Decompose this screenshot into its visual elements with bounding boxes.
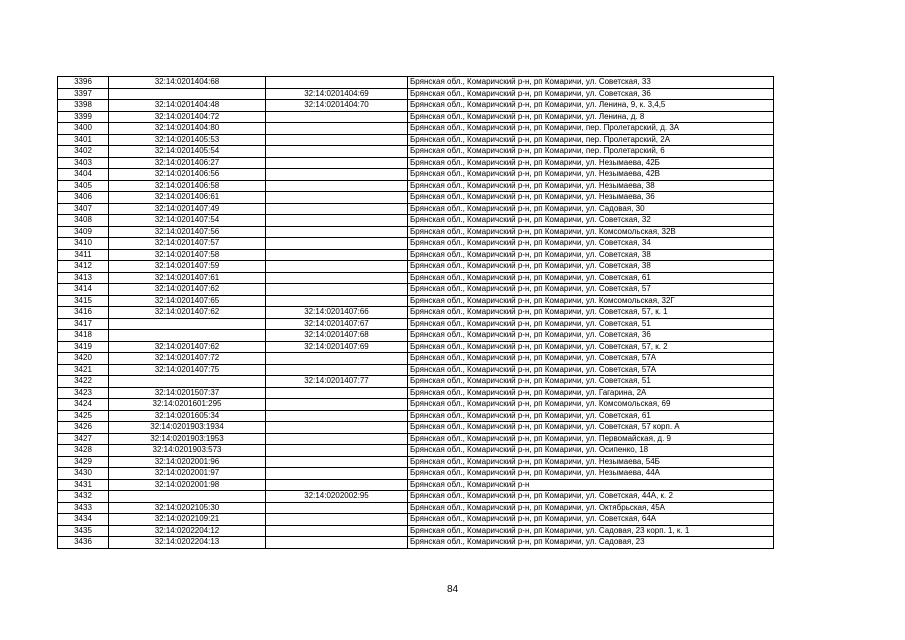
building-cadastral-number-cell xyxy=(266,353,408,365)
row-number-cell: 3396 xyxy=(58,77,109,89)
building-cadastral-number-cell xyxy=(266,514,408,526)
land-cadastral-number-cell: 32:14:0201507:37 xyxy=(109,387,266,399)
row-number-cell: 3422 xyxy=(58,376,109,388)
registry-table-body xyxy=(58,77,774,549)
land-cadastral-number-cell xyxy=(109,88,266,100)
building-cadastral-number-cell xyxy=(266,238,408,250)
address-cell: Брянская обл., Комаричский р-н, рп Комаричи, ул. Советская, 64А xyxy=(408,514,774,526)
row-number-cell: 3431 xyxy=(58,479,109,491)
building-cadastral-number-cell xyxy=(266,399,408,411)
row-number-cell: 3413 xyxy=(58,272,109,284)
address-cell: Брянская обл., Комаричский р-н, рп Комаричи, пер. Пролетарский, 6 xyxy=(408,146,774,158)
row-number-cell: 3400 xyxy=(58,123,109,135)
address-cell: Брянская обл., Комаричский р-н, рп Комаричи, ул. Садовая, 23 корп. 1, к. 1 xyxy=(408,525,774,537)
row-number-cell: 3432 xyxy=(58,491,109,503)
row-number-cell: 3434 xyxy=(58,514,109,526)
address-cell: Брянская обл., Комаричский р-н, рп Комаричи, ул. Советская, 57, к. 2 xyxy=(408,341,774,353)
row-number-cell: 3409 xyxy=(58,226,109,238)
land-cadastral-number-cell: 32:14:0201404:80 xyxy=(109,123,266,135)
building-cadastral-number-cell: 32:14:0201407:67 xyxy=(266,318,408,330)
table-row xyxy=(58,525,774,537)
table-row xyxy=(58,502,774,514)
building-cadastral-number-cell xyxy=(266,111,408,123)
row-number-cell: 3429 xyxy=(58,456,109,468)
building-cadastral-number-cell xyxy=(266,468,408,480)
land-cadastral-number-cell: 32:14:0201407:59 xyxy=(109,261,266,273)
address-cell: Брянская обл., Комаричский р-н, рп Комаричи, ул. Советская, 34 xyxy=(408,238,774,250)
table-row xyxy=(58,479,774,491)
building-cadastral-number-cell xyxy=(266,192,408,204)
address-cell: Брянская обл., Комаричский р-н, рп Комаричи, ул. Советская, 57 корп. А xyxy=(408,422,774,434)
table-row xyxy=(58,468,774,480)
land-cadastral-number-cell: 32:14:0201407:62 xyxy=(109,284,266,296)
address-cell: Брянская обл., Комаричский р-н, рп Комаричи, ул. Незымаева, 36 xyxy=(408,192,774,204)
table-row xyxy=(58,88,774,100)
land-cadastral-number-cell xyxy=(109,318,266,330)
address-cell: Брянская обл., Комаричский р-н, рп Комаричи, ул. Советская, 33 xyxy=(408,77,774,89)
table-row xyxy=(58,537,774,549)
address-cell: Брянская обл., Комаричский р-н, рп Комаричи, ул. Гагарина, 2А xyxy=(408,387,774,399)
table-row xyxy=(58,399,774,411)
address-cell: Брянская обл., Комаричский р-н, рп Комаричи, ул. Советская, 36 xyxy=(408,330,774,342)
building-cadastral-number-cell xyxy=(266,157,408,169)
land-cadastral-number-cell: 32:14:0202204:13 xyxy=(109,537,266,549)
address-cell: Брянская обл., Комаричский р-н, рп Комаричи, ул. Советская, 51 xyxy=(408,376,774,388)
table-row xyxy=(58,100,774,112)
building-cadastral-number-cell xyxy=(266,387,408,399)
building-cadastral-number-cell xyxy=(266,410,408,422)
address-cell: Брянская обл., Комаричский р-н, рп Комаричи, ул. Комсомольская, 32Г xyxy=(408,295,774,307)
table-row xyxy=(58,422,774,434)
building-cadastral-number-cell xyxy=(266,525,408,537)
land-cadastral-number-cell: 32:14:0201407:62 xyxy=(109,341,266,353)
address-cell: Брянская обл., Комаричский р-н, рп Комаричи, ул. Советская, 57А xyxy=(408,364,774,376)
building-cadastral-number-cell xyxy=(266,226,408,238)
row-number-cell: 3408 xyxy=(58,215,109,227)
row-number-cell: 3419 xyxy=(58,341,109,353)
building-cadastral-number-cell xyxy=(266,284,408,296)
address-cell: Брянская обл., Комаричский р-н, рп Комаричи, ул. Советская, 38 xyxy=(408,261,774,273)
address-cell: Брянская обл., Комаричский р-н, рп Комаричи, ул. Ленина, 9, к. 3,4,5 xyxy=(408,100,774,112)
address-cell: Брянская обл., Комаричский р-н, рп Комаричи, ул. Советская, 61 xyxy=(408,410,774,422)
land-cadastral-number-cell: 32:14:0201407:62 xyxy=(109,307,266,319)
land-cadastral-number-cell: 32:14:0201407:65 xyxy=(109,295,266,307)
row-number-cell: 3414 xyxy=(58,284,109,296)
table-row xyxy=(58,134,774,146)
land-cadastral-number-cell: 32:14:0202204:12 xyxy=(109,525,266,537)
address-cell: Брянская обл., Комаричский р-н, рп Комаричи, ул. Комсомольская, 32В xyxy=(408,226,774,238)
row-number-cell: 3418 xyxy=(58,330,109,342)
address-cell: Брянская обл., Комаричский р-н, рп Комаричи, ул. Садовая, 23 xyxy=(408,537,774,549)
table-row xyxy=(58,284,774,296)
table-row xyxy=(58,330,774,342)
building-cadastral-number-cell xyxy=(266,123,408,135)
land-cadastral-number-cell xyxy=(109,376,266,388)
address-cell: Брянская обл., Комаричский р-н, рп Комаричи, ул. Садовая, 30 xyxy=(408,203,774,215)
land-cadastral-number-cell: 32:14:0201405:53 xyxy=(109,134,266,146)
table-row xyxy=(58,180,774,192)
building-cadastral-number-cell: 32:14:0201404:69 xyxy=(266,88,408,100)
table-row xyxy=(58,491,774,503)
land-cadastral-number-cell: 32:14:0201406:61 xyxy=(109,192,266,204)
table-row xyxy=(58,238,774,250)
table-row xyxy=(58,353,774,365)
row-number-cell: 3420 xyxy=(58,353,109,365)
row-number-cell: 3406 xyxy=(58,192,109,204)
land-cadastral-number-cell: 32:14:0202001:96 xyxy=(109,456,266,468)
registry-table xyxy=(57,76,774,549)
address-cell: Брянская обл., Комаричский р-н, рп Комаричи, пер. Пролетарский, 2А xyxy=(408,134,774,146)
building-cadastral-number-cell xyxy=(266,479,408,491)
table-row xyxy=(58,249,774,261)
land-cadastral-number-cell: 32:14:0201601:295 xyxy=(109,399,266,411)
row-number-cell: 3411 xyxy=(58,249,109,261)
building-cadastral-number-cell: 32:14:0201404:70 xyxy=(266,100,408,112)
land-cadastral-number-cell: 32:14:0202109:21 xyxy=(109,514,266,526)
building-cadastral-number-cell: 32:14:0201407:77 xyxy=(266,376,408,388)
address-cell: Брянская обл., Комаричский р-н, рп Комаричи, ул. Советская, 57 xyxy=(408,284,774,296)
table-row xyxy=(58,456,774,468)
land-cadastral-number-cell: 32:14:0201406:27 xyxy=(109,157,266,169)
land-cadastral-number-cell: 32:14:0201407:56 xyxy=(109,226,266,238)
land-cadastral-number-cell: 32:14:0201404:48 xyxy=(109,100,266,112)
table-row xyxy=(58,514,774,526)
land-cadastral-number-cell: 32:14:0201407:58 xyxy=(109,249,266,261)
row-number-cell: 3402 xyxy=(58,146,109,158)
address-cell: Брянская обл., Комаричский р-н, рп Комаричи, ул. Советская, 44А, к. 2 xyxy=(408,491,774,503)
building-cadastral-number-cell xyxy=(266,445,408,457)
row-number-cell: 3436 xyxy=(58,537,109,549)
building-cadastral-number-cell xyxy=(266,537,408,549)
address-cell: Брянская обл., Комаричский р-н, рп Комаричи, ул. Незымаева, 54Б xyxy=(408,456,774,468)
address-cell: Брянская обл., Комаричский р-н, рп Комаричи, ул. Советская, 61 xyxy=(408,272,774,284)
row-number-cell: 3426 xyxy=(58,422,109,434)
land-cadastral-number-cell: 32:14:0201407:54 xyxy=(109,215,266,227)
row-number-cell: 3421 xyxy=(58,364,109,376)
building-cadastral-number-cell xyxy=(266,261,408,273)
row-number-cell: 3407 xyxy=(58,203,109,215)
table-row xyxy=(58,307,774,319)
row-number-cell: 3403 xyxy=(58,157,109,169)
land-cadastral-number-cell: 32:14:0201605:34 xyxy=(109,410,266,422)
address-cell: Брянская обл., Комаричский р-н, рп Комаричи, ул. Октябрьская, 45А xyxy=(408,502,774,514)
table-row xyxy=(58,364,774,376)
table-row xyxy=(58,215,774,227)
land-cadastral-number-cell: 32:14:0201405:54 xyxy=(109,146,266,158)
row-number-cell: 3435 xyxy=(58,525,109,537)
address-cell: Брянская обл., Комаричский р-н, рп Комаричи, ул. Незымаева, 42В xyxy=(408,169,774,181)
land-cadastral-number-cell: 32:14:0201903:1934 xyxy=(109,422,266,434)
table-row xyxy=(58,157,774,169)
land-cadastral-number-cell: 32:14:0201404:72 xyxy=(109,111,266,123)
land-cadastral-number-cell: 32:14:0201903:1953 xyxy=(109,433,266,445)
land-cadastral-number-cell xyxy=(109,330,266,342)
building-cadastral-number-cell: 32:14:0201407:68 xyxy=(266,330,408,342)
land-cadastral-number-cell: 32:14:0201407:57 xyxy=(109,238,266,250)
land-cadastral-number-cell: 32:14:0202001:98 xyxy=(109,479,266,491)
address-cell: Брянская обл., Комаричский р-н, рп Комаричи, ул. Советская, 32 xyxy=(408,215,774,227)
building-cadastral-number-cell xyxy=(266,249,408,261)
row-number-cell: 3430 xyxy=(58,468,109,480)
table-row xyxy=(58,387,774,399)
table-row xyxy=(58,146,774,158)
address-cell: Брянская обл., Комаричский р-н, рп Комаричи, ул. Незымаева, 44А xyxy=(408,468,774,480)
table-row xyxy=(58,445,774,457)
land-cadastral-number-cell: 32:14:0202105:30 xyxy=(109,502,266,514)
building-cadastral-number-cell xyxy=(266,77,408,89)
building-cadastral-number-cell xyxy=(266,295,408,307)
land-cadastral-number-cell: 32:14:0201407:49 xyxy=(109,203,266,215)
row-number-cell: 3424 xyxy=(58,399,109,411)
table-row xyxy=(58,226,774,238)
table-row xyxy=(58,123,774,135)
address-cell: Брянская обл., Комаричский р-н, рп Комаричи, ул. Незымаева, 38 xyxy=(408,180,774,192)
row-number-cell: 3412 xyxy=(58,261,109,273)
land-cadastral-number-cell: 32:14:0202001:97 xyxy=(109,468,266,480)
table-row xyxy=(58,410,774,422)
table-row xyxy=(58,295,774,307)
building-cadastral-number-cell: 32:14:0201407:66 xyxy=(266,307,408,319)
building-cadastral-number-cell xyxy=(266,272,408,284)
row-number-cell: 3410 xyxy=(58,238,109,250)
address-cell: Брянская обл., Комаричский р-н, рп Комаричи, ул. Советская, 38 xyxy=(408,249,774,261)
address-cell: Брянская обл., Комаричский р-н, рп Комаричи, ул. Первомайская, д. 9 xyxy=(408,433,774,445)
land-cadastral-number-cell: 32:14:0201406:58 xyxy=(109,180,266,192)
row-number-cell: 3427 xyxy=(58,433,109,445)
building-cadastral-number-cell: 32:14:0201407:69 xyxy=(266,341,408,353)
row-number-cell: 3398 xyxy=(58,100,109,112)
row-number-cell: 3423 xyxy=(58,387,109,399)
building-cadastral-number-cell xyxy=(266,180,408,192)
land-cadastral-number-cell xyxy=(109,491,266,503)
table-row xyxy=(58,433,774,445)
page-number: 84 xyxy=(446,584,459,595)
row-number-cell: 3401 xyxy=(58,134,109,146)
land-cadastral-number-cell: 32:14:0201407:72 xyxy=(109,353,266,365)
table-row xyxy=(58,77,774,89)
address-cell: Брянская обл., Комаричский р-н, рп Комаричи, ул. Незымаева, 42Б xyxy=(408,157,774,169)
row-number-cell: 3428 xyxy=(58,445,109,457)
table-row xyxy=(58,272,774,284)
building-cadastral-number-cell xyxy=(266,215,408,227)
row-number-cell: 3425 xyxy=(58,410,109,422)
building-cadastral-number-cell xyxy=(266,169,408,181)
row-number-cell: 3405 xyxy=(58,180,109,192)
address-cell: Брянская обл., Комаричский р-н, рп Комаричи, ул. Советская, 51 xyxy=(408,318,774,330)
building-cadastral-number-cell xyxy=(266,134,408,146)
land-cadastral-number-cell: 32:14:0201903:573 xyxy=(109,445,266,457)
table-row xyxy=(58,192,774,204)
table-row xyxy=(58,169,774,181)
building-cadastral-number-cell xyxy=(266,433,408,445)
land-cadastral-number-cell: 32:14:0201406:56 xyxy=(109,169,266,181)
building-cadastral-number-cell xyxy=(266,146,408,158)
building-cadastral-number-cell xyxy=(266,203,408,215)
table-row xyxy=(58,261,774,273)
address-cell: Брянская обл., Комаричский р-н, рп Комаричи, ул. Советская, 57, к. 1 xyxy=(408,307,774,319)
land-cadastral-number-cell: 32:14:0201404:68 xyxy=(109,77,266,89)
building-cadastral-number-cell xyxy=(266,364,408,376)
row-number-cell: 3397 xyxy=(58,88,109,100)
address-cell: Брянская обл., Комаричский р-н xyxy=(408,479,774,491)
table-row xyxy=(58,111,774,123)
land-cadastral-number-cell: 32:14:0201407:61 xyxy=(109,272,266,284)
table-row xyxy=(58,318,774,330)
building-cadastral-number-cell xyxy=(266,502,408,514)
address-cell: Брянская обл., Комаричский р-н, рп Комаричи, ул. Осипенко, 18 xyxy=(408,445,774,457)
row-number-cell: 3417 xyxy=(58,318,109,330)
table-row xyxy=(58,376,774,388)
address-cell: Брянская обл., Комаричский р-н, рп Комаричи, ул. Советская, 36 xyxy=(408,88,774,100)
row-number-cell: 3416 xyxy=(58,307,109,319)
building-cadastral-number-cell xyxy=(266,456,408,468)
building-cadastral-number-cell: 32:14:0202002:95 xyxy=(266,491,408,503)
address-cell: Брянская обл., Комаричский р-н, рп Комаричи, ул. Советская, 57А xyxy=(408,353,774,365)
row-number-cell: 3433 xyxy=(58,502,109,514)
address-cell: Брянская обл., Комаричский р-н, рп Комаричи, пер. Пролетарский, д. 3А xyxy=(408,123,774,135)
address-cell: Брянская обл., Комаричский р-н, рп Комаричи, ул. Комсомольская, 69 xyxy=(408,399,774,411)
row-number-cell: 3399 xyxy=(58,111,109,123)
table-row xyxy=(58,341,774,353)
land-cadastral-number-cell: 32:14:0201407:75 xyxy=(109,364,266,376)
address-cell: Брянская обл., Комаричский р-н, рп Комаричи, ул. Ленина, д. 8 xyxy=(408,111,774,123)
row-number-cell: 3404 xyxy=(58,169,109,181)
table-row xyxy=(58,203,774,215)
row-number-cell: 3415 xyxy=(58,295,109,307)
building-cadastral-number-cell xyxy=(266,422,408,434)
